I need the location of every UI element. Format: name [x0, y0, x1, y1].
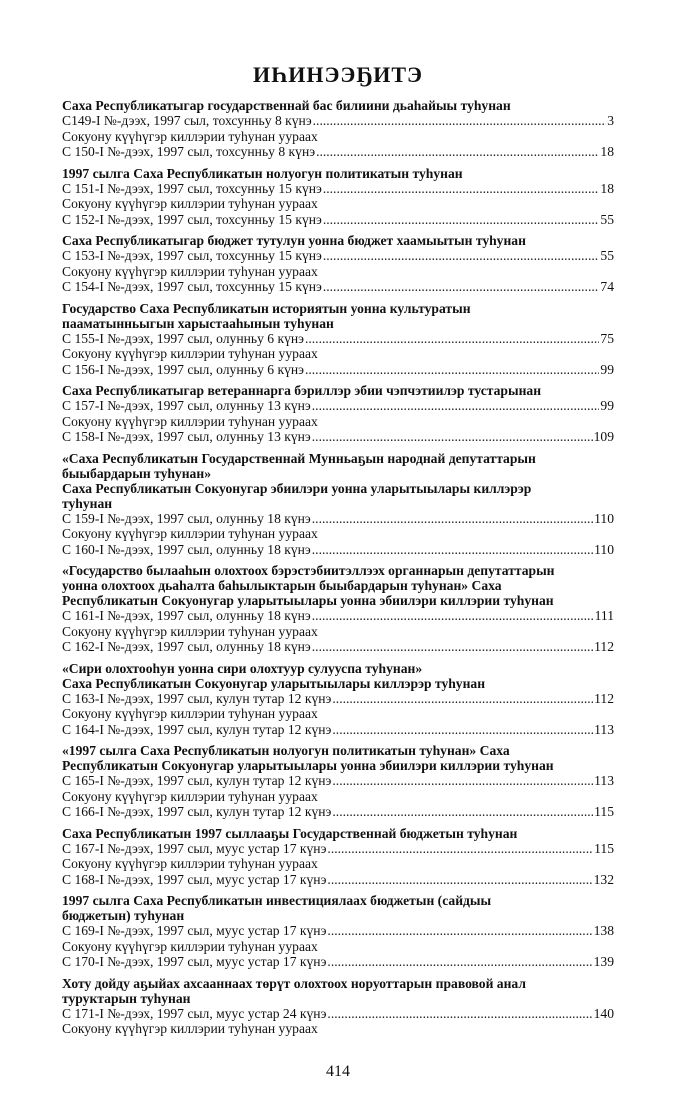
toc-entry-heading: «Сири олохтооһун уонна сири олохтуур сулууспа туһунан»	[62, 660, 423, 676]
toc-page-ref: 138	[593, 923, 614, 938]
toc-entry-heading: Республикатын Сокуонугар уларытыылары уонна эбиилэри киллэрии туһунан	[62, 593, 554, 608]
toc-page-ref: 111	[594, 608, 614, 623]
toc-entry-heading: «1997 сылга Саха Республикатын нолуогун политикатын туһунан» Саха	[62, 743, 510, 758]
toc-line	[62, 181, 614, 197]
toc-entry	[62, 976, 614, 1037]
toc-line-text: С 169-I №-дээх, 1997 сыл, муус устар 17 күнэ	[62, 923, 327, 938]
dot-leader	[327, 954, 592, 970]
toc-note: Сокуону күүһүгэр киллэрии туһунан уураах	[62, 346, 318, 361]
dot-leader	[332, 804, 593, 820]
toc-line	[62, 954, 614, 970]
toc-entry	[62, 743, 614, 820]
toc-line-text: С 168-I №-дээх, 1997 сыл, муус устар 17 күнэ	[62, 871, 327, 887]
table-of-contents	[62, 98, 614, 1037]
dot-leader	[305, 362, 599, 378]
toc-line	[62, 429, 614, 445]
dot-leader	[332, 691, 593, 707]
toc-page-ref: 112	[594, 639, 614, 654]
toc-line-text: С 156-I №-дээх, 1997 сыл, олунньу 6 күнэ	[62, 361, 304, 377]
toc-entry	[62, 98, 614, 160]
toc-page-ref: 99	[600, 361, 614, 377]
toc-entry-heading: Саха Республикатыгар ветераннарга бэриллэр эбии чэпчэтиилэр тустарынан	[62, 383, 542, 398]
toc-line-text: С 165-I №-дээх, 1997 сыл, кулун тутар 12 күнэ	[62, 773, 332, 788]
dot-leader	[332, 722, 593, 738]
toc-note: Сокуону күүһүгэр киллэрии туһунан уураах	[62, 938, 318, 954]
toc-line-text: С 157-I №-дээх, 1997 сыл, олунньу 13 күнэ	[62, 398, 311, 413]
dot-leader	[313, 113, 607, 129]
dot-leader	[327, 841, 593, 857]
toc-entry-heading: бюджетын) туһунан	[62, 908, 185, 923]
toc-line-text: С 160-I №-дээх, 1997 сыл, олунньу 18 күнэ	[62, 541, 311, 557]
toc-note: Сокуону күүһүгэр киллэрии туһунан уураах	[62, 413, 318, 429]
toc-line-text: С 153-I №-дээх, 1997 сыл, тохсунньу 15 күнэ	[62, 248, 322, 263]
toc-entry	[62, 893, 614, 970]
toc-note: Сокуону күүһүгэр киллэрии туһунан уураах	[62, 706, 318, 721]
toc-page-ref: 109	[593, 429, 614, 444]
toc-note: Сокуону күүһүгэр киллэрии туһунан уураах	[62, 128, 318, 144]
toc-line-text: С 162-I №-дээх, 1997 сыл, олунньу 18 күнэ	[62, 639, 311, 654]
toc-page-ref: 115	[594, 804, 614, 819]
toc-page-ref: 99	[600, 398, 614, 413]
toc-entry	[62, 301, 614, 378]
toc-line	[62, 212, 614, 228]
dot-leader	[327, 923, 592, 939]
dot-leader	[312, 639, 593, 655]
toc-line	[62, 773, 614, 789]
dot-leader	[316, 144, 599, 160]
dot-leader	[332, 773, 593, 789]
dot-leader	[323, 248, 600, 264]
toc-note: Сокуону күүһүгэр киллэрии туһунан уураах	[62, 1021, 318, 1036]
toc-page-ref: 113	[594, 773, 614, 788]
toc-line-text: С 151-I №-дээх, 1997 сыл, тохсунньу 15 күнэ	[62, 180, 322, 196]
toc-line-text: С 163-I №-дээх, 1997 сыл, кулун тутар 12 күнэ	[62, 690, 332, 706]
toc-page-ref: 55	[600, 248, 614, 263]
toc-entry	[62, 451, 614, 558]
dot-leader	[312, 608, 594, 624]
toc-entry	[62, 826, 614, 888]
toc-line	[62, 511, 614, 527]
toc-page-ref: 18	[600, 144, 614, 159]
toc-entry-heading: Республикатын Сокуонугар уларытыылары уонна эбиилэри киллэрии туһунан	[62, 758, 554, 773]
dot-leader	[323, 212, 600, 228]
toc-page-ref: 132	[593, 871, 614, 887]
toc-entry-heading: пааматынньыгын харыстааһынын туһунан	[62, 315, 334, 331]
toc-page-ref: 75	[600, 330, 614, 346]
toc-line	[62, 923, 614, 939]
page-title: ИҺИНЭЭҔИТЭ	[253, 62, 423, 87]
toc-line	[62, 804, 614, 820]
page-number: 414	[326, 1063, 350, 1080]
toc-entry-heading: Хоту дойду аҕыйах ахсааннаах төрүт олохтоох норуоттарын правовой анал	[62, 975, 526, 991]
toc-note: Сокуону күүһүгэр киллэрии туһунан уураах	[62, 526, 318, 541]
toc-line	[62, 362, 614, 378]
toc-line-text: С 159-I №-дээх, 1997 сыл, олунньу 18 күнэ	[62, 510, 311, 526]
toc-entry	[62, 383, 614, 445]
toc-line	[62, 398, 614, 414]
toc-line-text: С 164-I №-дээх, 1997 сыл, кулун тутар 12 күнэ	[62, 721, 332, 737]
toc-entry-heading: «Государство былааһын олохтоох бэрэстэбиитэллээх органнарын депутаттарын	[62, 563, 555, 578]
toc-page-ref: 18	[600, 180, 614, 196]
toc-line-text: С 166-I №-дээх, 1997 сыл, кулун тутар 12 күнэ	[62, 804, 332, 819]
toc-line	[62, 279, 614, 295]
toc-note: Сокуону күүһүгэр киллэрии туһунан уураах	[62, 263, 318, 279]
toc-line-text: С149-I №-дээх, 1997 сыл, тохсунньу 8 күнэ	[62, 113, 312, 128]
dot-leader	[323, 279, 600, 295]
dot-leader	[323, 181, 600, 197]
toc-note: Сокуону күүһүгэр киллэрии туһунан уураах	[62, 856, 318, 871]
toc-entry-heading: туһунан	[62, 495, 113, 511]
toc-page-ref: 113	[594, 721, 614, 737]
toc-entry-heading: Саха Республикатыгар бюджет тутулун уонна бюджет хаамыытын туһунан	[62, 233, 526, 248]
toc-entry-heading: туруктарын туһунан	[62, 990, 191, 1006]
toc-line-text: С 154-I №-дээх, 1997 сыл, тохсунньу 15 күнэ	[62, 279, 322, 294]
toc-entry	[62, 661, 614, 738]
toc-entry-heading: Саха Республикатын Сокуонугар уларытыылары киллэрэр туһунан	[62, 675, 486, 691]
toc-entry-heading: Государство Саха Республикатын историятын уонна культуратын	[62, 300, 471, 316]
toc-line-text: С 170-I №-дээх, 1997 сыл, муус устар 17 күнэ	[62, 954, 327, 969]
toc-entry-heading: «Саха Республикатын Государственнай Мунньаҕын народнай депутаттарын	[62, 450, 536, 466]
toc-line	[62, 248, 614, 264]
toc-page-ref: 115	[594, 840, 614, 856]
toc-entry	[62, 563, 614, 655]
toc-note: Сокуону күүһүгэр киллэрии туһунан уураах	[62, 196, 318, 211]
toc-line	[62, 1006, 614, 1022]
toc-page-ref: 3	[607, 113, 614, 128]
toc-line-text: С 158-I №-дээх, 1997 сыл, олунньу 13 күнэ	[62, 429, 311, 444]
toc-line	[62, 691, 614, 707]
toc-line	[62, 144, 614, 160]
toc-line	[62, 639, 614, 655]
toc-line	[62, 872, 614, 888]
toc-entry-heading: быыбардарын туһунан»	[62, 465, 211, 481]
toc-entry-heading: 1997 сылга Саха Республикатын нолуогун политикатын туһунан	[62, 165, 463, 181]
dot-leader	[305, 331, 599, 347]
toc-entry-heading: Саха Республикатын Сокуонугар эбиилэри уонна уларытыылары киллэрэр	[62, 480, 532, 496]
toc-line	[62, 608, 614, 624]
toc-page-ref: 139	[593, 954, 614, 969]
toc-line-text: С 150-I №-дээх, 1997 сыл, тохсунньу 8 күнэ	[62, 144, 316, 159]
toc-line-text: С 161-I №-дээх, 1997 сыл, олунньу 18 күнэ	[62, 608, 311, 623]
toc-entry-heading: Саха Республикатыгар государственнай бас билиини дьаһайыы туһунан	[62, 98, 511, 113]
toc-line-text: С 167-I №-дээх, 1997 сыл, муус устар 17 күнэ	[62, 840, 327, 856]
dot-leader	[327, 872, 592, 888]
toc-line-text: С 155-I №-дээх, 1997 сыл, олунньу 6 күнэ	[62, 330, 304, 346]
toc-line	[62, 113, 614, 129]
toc-page-ref: 55	[600, 211, 614, 227]
dot-leader	[312, 429, 593, 445]
toc-line	[62, 841, 614, 857]
toc-line	[62, 542, 614, 558]
toc-page-ref: 110	[594, 541, 614, 557]
toc-entry-heading: уонна олохтоох дьаһалта баһылыктарын быыбардарын туһунан» Саха	[62, 578, 502, 593]
toc-entry	[62, 233, 614, 295]
toc-page-ref: 112	[594, 690, 614, 706]
toc-note: Сокуону күүһүгэр киллэрии туһунан уураах	[62, 788, 318, 804]
dot-leader	[312, 542, 593, 558]
dot-leader	[312, 398, 600, 414]
toc-entry-heading: 1997 сылга Саха Республикатын инвестициялаах бюджетын (сайдыы	[62, 893, 492, 908]
toc-page-ref: 74	[600, 279, 614, 294]
toc-line	[62, 331, 614, 347]
toc-line-text: С 171-I №-дээх, 1997 сыл, муус устар 24 күнэ	[62, 1005, 327, 1021]
toc-note: Сокуону күүһүгэр киллэрии туһунан уураах	[62, 623, 318, 639]
toc-page-ref: 110	[594, 510, 614, 526]
toc-entry-heading: Саха Республикатын 1997 сыллааҕы Государственнай бюджетын туһунан	[62, 825, 518, 841]
toc-line	[62, 722, 614, 738]
toc-line-text: С 152-I №-дээх, 1997 сыл, тохсунньу 15 күнэ	[62, 211, 322, 227]
toc-entry	[62, 166, 614, 228]
dot-leader	[327, 1006, 592, 1022]
dot-leader	[312, 511, 593, 527]
toc-page-ref: 140	[593, 1005, 614, 1021]
